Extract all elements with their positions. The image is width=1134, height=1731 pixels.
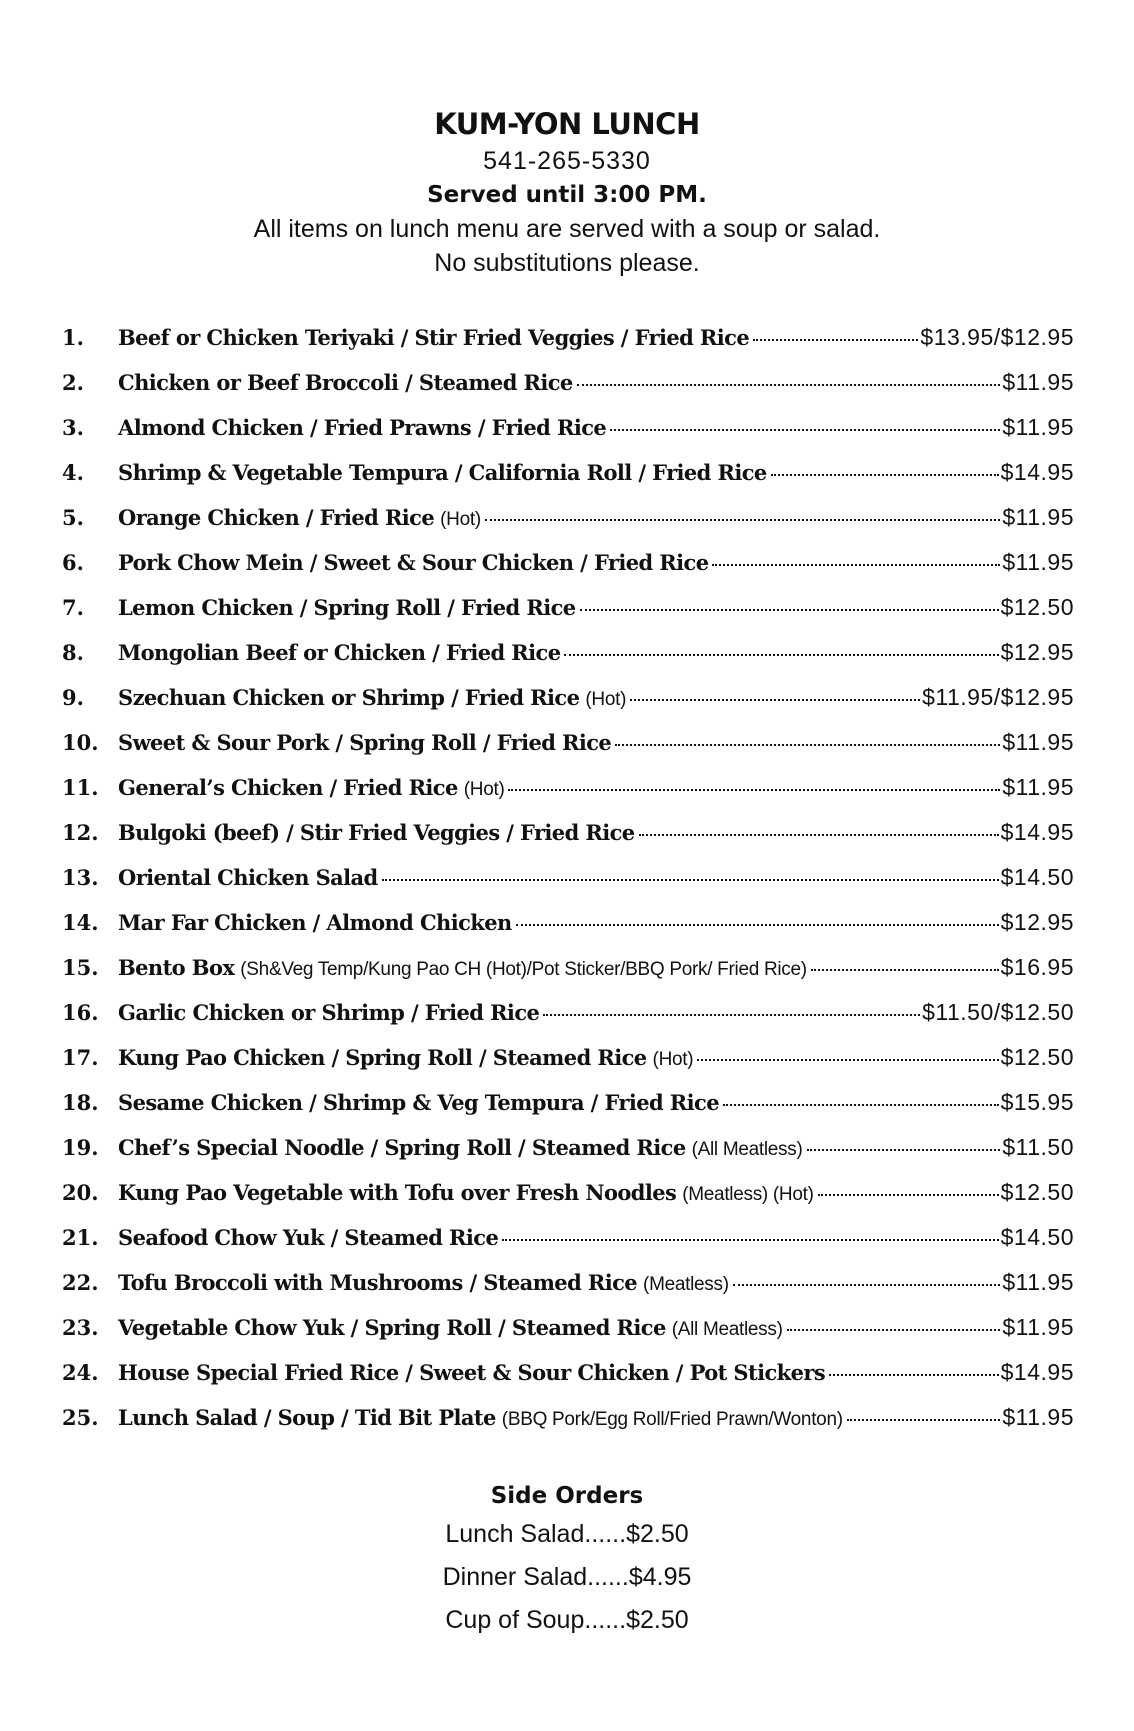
menu-header [0, 104, 1134, 280]
menu-item [62, 1404, 1074, 1449]
dot-leader [639, 834, 999, 836]
menu-item-price: $11.95 [1002, 1404, 1074, 1430]
dot-leader [564, 654, 998, 656]
dot-leader [811, 969, 999, 971]
menu-item [62, 639, 1074, 684]
menu-item [62, 324, 1074, 369]
menu-item-number: 14. [62, 910, 99, 935]
menu-item-price: $14.95 [1000, 819, 1074, 845]
lunch-menu-list [62, 324, 1074, 1449]
menu-item-price: $16.95 [1000, 954, 1074, 980]
side-order-price: $2.50 [626, 1606, 689, 1634]
menu-item [62, 1269, 1074, 1314]
menu-item-note: (All Meatless) [691, 1139, 803, 1160]
menu-item [62, 459, 1074, 504]
menu-item-note: (All Meatless) [671, 1319, 783, 1340]
menu-item-name: Seafood Chow Yuk / Steamed Rice [118, 1225, 499, 1250]
menu-item-number: 25. [62, 1405, 99, 1430]
menu-item [62, 1044, 1074, 1089]
menu-item-note: (Hot) [440, 509, 481, 530]
side-order-name: Cup of Soup [445, 1606, 585, 1634]
menu-item [62, 1179, 1074, 1224]
menu-item-name: Almond Chicken / Fried Prawns / Fried Rice [118, 415, 607, 440]
menu-item [62, 1314, 1074, 1359]
dot-leader [580, 609, 999, 611]
menu-item [62, 954, 1074, 999]
menu-item-price: $11.50/$12.50 [922, 999, 1074, 1025]
menu-item-name: Vegetable Chow Yuk / Spring Roll / Steamed Rice [118, 1315, 666, 1340]
menu-item [62, 684, 1074, 729]
dot-leader [723, 1104, 999, 1106]
served-until: Served until 3:00 PM. [427, 182, 707, 208]
menu-item-price: $14.50 [1000, 1224, 1074, 1250]
dot-leader [771, 474, 999, 476]
menu-item [62, 864, 1074, 909]
dot-leader [847, 1419, 1001, 1421]
menu-item-name: Oriental Chicken Salad [118, 865, 378, 890]
side-order-name: Dinner Salad [442, 1563, 588, 1591]
dot-leader [712, 564, 1000, 566]
menu-item-name: Kung Pao Chicken / Spring Roll / Steamed Rice [118, 1045, 647, 1070]
menu-item-number: 22. [62, 1270, 99, 1295]
menu-item-price: $12.50 [1000, 1044, 1074, 1070]
menu-item-name: Sesame Chicken / Shrimp & Veg Tempura / Fried Rice [118, 1090, 719, 1115]
side-order-item [0, 1513, 1134, 1556]
menu-note-1: All items on lunch menu are served with a soup or salad. [253, 215, 881, 243]
dot-leader [615, 744, 1000, 746]
side-order-dots: ...... [587, 1563, 629, 1591]
side-order-item [0, 1556, 1134, 1599]
menu-item-name: Chef’s Special Noodle / Spring Roll / Steamed Rice [118, 1135, 686, 1160]
dot-leader [502, 1239, 998, 1241]
menu-item-price: $12.95 [1000, 909, 1074, 935]
menu-item-price: $12.50 [1000, 594, 1074, 620]
side-order-item [0, 1599, 1134, 1642]
side-orders-list [0, 1513, 1134, 1642]
menu-item-name: Pork Chow Mein / Sweet & Sour Chicken / Fried Rice [118, 550, 709, 575]
menu-item-name: Tofu Broccoli with Mushrooms / Steamed Rice [118, 1270, 638, 1295]
menu-item-name: Sweet & Sour Pork / Spring Roll / Fried Rice [118, 730, 612, 755]
menu-item-price: $11.95/$12.95 [922, 684, 1074, 710]
menu-item-name: General’s Chicken / Fried Rice [118, 775, 458, 800]
menu-item-number: 8. [62, 640, 84, 665]
menu-item [62, 504, 1074, 549]
menu-item-price: $11.50 [1002, 1134, 1074, 1160]
menu-item-number: 16. [62, 1000, 99, 1025]
menu-item-number: 18. [62, 1090, 99, 1115]
menu-item-number: 7. [62, 595, 84, 620]
menu-item-price: $12.95 [1000, 639, 1074, 665]
menu-item [62, 819, 1074, 864]
menu-item-number: 3. [62, 415, 84, 440]
dot-leader [818, 1194, 999, 1196]
menu-item-name: Lunch Salad / Soup / Tid Bit Plate [118, 1405, 496, 1430]
dot-leader [508, 789, 1000, 791]
menu-item-number: 21. [62, 1225, 99, 1250]
menu-item [62, 414, 1074, 459]
menu-item-number: 6. [62, 550, 84, 575]
side-order-dots: ...... [584, 1606, 627, 1634]
menu-item-number: 11. [62, 775, 99, 800]
menu-item-number: 10. [62, 730, 99, 755]
menu-item-price: $13.95/$12.95 [920, 324, 1074, 350]
menu-item-note: (Hot) [652, 1049, 694, 1070]
dot-leader [630, 699, 920, 701]
menu-item-number: 1. [62, 325, 84, 350]
menu-item-name: House Special Fried Rice / Sweet & Sour Chicken / Pot Stickers [118, 1360, 826, 1385]
menu-item-price: $15.95 [1000, 1089, 1074, 1115]
menu-item-note: (Hot) [585, 689, 627, 710]
dot-leader [543, 1014, 920, 1016]
dot-leader [577, 384, 1001, 386]
side-order-price: $2.50 [626, 1520, 689, 1548]
menu-item-note: (Sh&Veg Temp/Kung Pao CH (Hot)/Pot Sticker/BBQ Pork/ Fried Rice) [240, 959, 807, 980]
dot-leader [697, 1059, 998, 1061]
menu-item [62, 1089, 1074, 1134]
menu-item [62, 774, 1074, 819]
menu-note-2: No substitutions please. [434, 249, 700, 277]
menu-item-name: Kung Pao Vegetable with Tofu over Fresh Noodles [118, 1180, 677, 1205]
menu-item-note: (Meatless) (Hot) [682, 1184, 814, 1205]
dot-leader [733, 1284, 1001, 1286]
menu-item-number: 23. [62, 1315, 99, 1340]
menu-item-number: 17. [62, 1045, 99, 1070]
menu-item-note: (BBQ Pork/Egg Roll/Fried Prawn/Wonton) [501, 1409, 843, 1430]
menu-item-price: $11.95 [1002, 414, 1074, 440]
menu-item-name: Chicken or Beef Broccoli / Steamed Rice [118, 370, 573, 395]
menu-item-name: Lemon Chicken / Spring Roll / Fried Rice [118, 595, 576, 620]
restaurant-title: KUM-YON LUNCH [434, 107, 700, 141]
menu-item-price: $11.95 [1002, 504, 1074, 530]
menu-item-name: Orange Chicken / Fried Rice [118, 505, 435, 530]
side-order-dots: ...... [584, 1520, 627, 1548]
dot-leader [753, 339, 918, 341]
side-order-name: Lunch Salad [445, 1520, 585, 1548]
menu-item-number: 2. [62, 370, 84, 395]
dot-leader [485, 519, 1001, 521]
menu-item-name: Mar Far Chicken / Almond Chicken [118, 910, 512, 935]
menu-item-price: $11.95 [1002, 549, 1074, 575]
menu-item-name: Shrimp & Vegetable Tempura / California Roll / Fried Rice [118, 460, 767, 485]
menu-item-name: Beef or Chicken Teriyaki / Stir Fried Veggies / Fried Rice [118, 325, 750, 350]
menu-item-number: 24. [62, 1360, 99, 1385]
menu-item [62, 999, 1074, 1044]
menu-item-price: $14.95 [1000, 459, 1074, 485]
phone-number: 541-265-5330 [483, 147, 651, 175]
dot-leader [829, 1374, 999, 1376]
menu-item-number: 15. [62, 955, 99, 980]
menu-item-number: 13. [62, 865, 99, 890]
menu-item-price: $14.95 [1000, 1359, 1074, 1385]
menu-item-name: Bulgoki (beef) / Stir Fried Veggies / Fried Rice [118, 820, 635, 845]
menu-item-number: 20. [62, 1180, 99, 1205]
menu-item-name: Bento Box [118, 955, 235, 980]
dot-leader [787, 1329, 1001, 1331]
menu-item-number: 9. [62, 685, 84, 710]
menu-item-number: 19. [62, 1135, 99, 1160]
menu-item [62, 1134, 1074, 1179]
menu-item [62, 1359, 1074, 1404]
menu-item [62, 369, 1074, 414]
menu-item-name: Mongolian Beef or Chicken / Fried Rice [118, 640, 561, 665]
menu-item-number: 4. [62, 460, 84, 485]
menu-item-note: (Hot) [463, 779, 505, 800]
menu-item [62, 549, 1074, 594]
menu-item-price: $12.50 [1000, 1179, 1074, 1205]
side-orders-title: Side Orders [490, 1483, 644, 1509]
menu-item-price: $11.95 [1002, 369, 1074, 395]
menu-item-number: 5. [62, 505, 84, 530]
menu-item-price: $11.95 [1002, 1314, 1074, 1340]
menu-item [62, 594, 1074, 639]
menu-item-number: 12. [62, 820, 99, 845]
dot-leader [516, 924, 999, 926]
menu-item-price: $11.95 [1002, 729, 1074, 755]
menu-item-price: $14.50 [1000, 864, 1074, 890]
side-order-price: $4.95 [628, 1563, 692, 1591]
menu-item-name: Szechuan Chicken or Shrimp / Fried Rice [118, 685, 580, 710]
side-orders [0, 1479, 1134, 1642]
menu-item-name: Garlic Chicken or Shrimp / Fried Rice [118, 1000, 540, 1025]
menu-item-note: (Meatless) [643, 1274, 729, 1295]
menu-item [62, 1224, 1074, 1269]
menu-item [62, 729, 1074, 774]
menu-item [62, 909, 1074, 954]
dot-leader [610, 429, 1000, 431]
dot-leader [382, 879, 999, 881]
menu-item-price: $11.95 [1002, 1269, 1074, 1295]
menu-item-price: $11.95 [1002, 774, 1074, 800]
dot-leader [807, 1149, 1001, 1151]
